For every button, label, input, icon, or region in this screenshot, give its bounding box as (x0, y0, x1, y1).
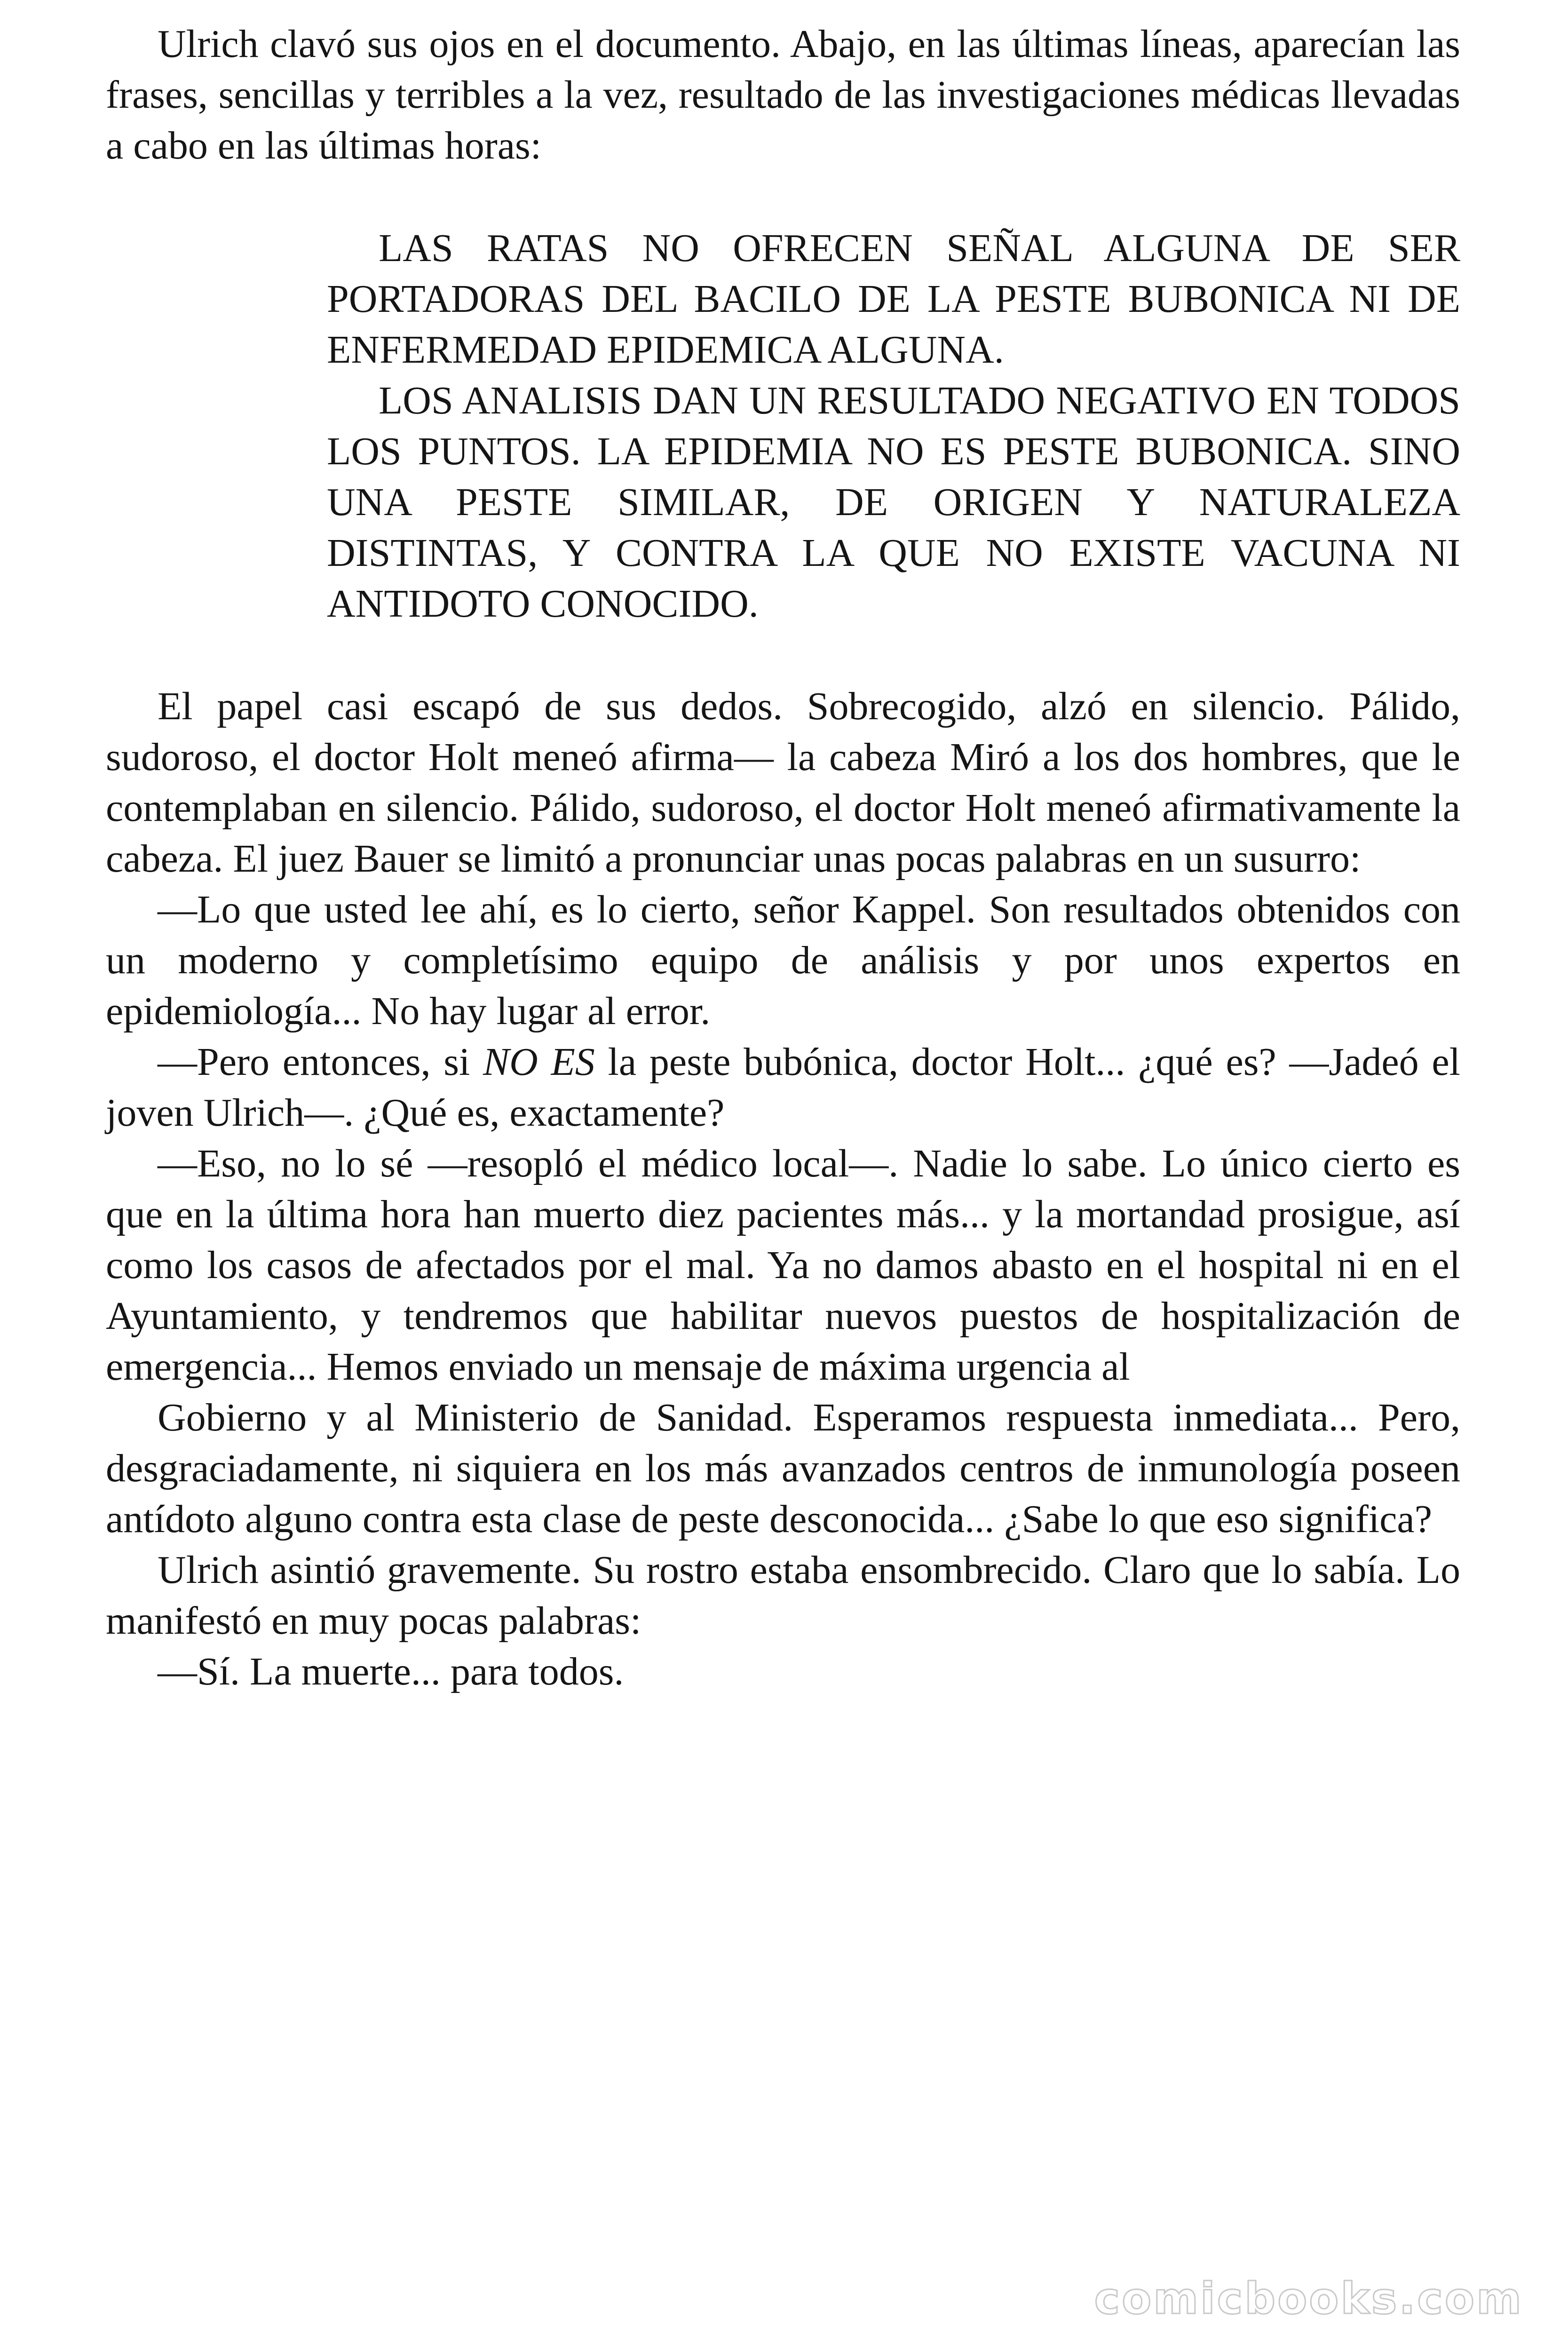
body-paragraph-2: —Lo que usted lee ahí, es lo cierto, señor Kappel. Son resultados obtenidos con un moderno y completísimo equipo de análisis y por unos expertos en epidemiología... No hay lugar al error. (106, 888, 1460, 1033)
page-content (106, 19, 1460, 1697)
body-paragraph-4: —Eso, no lo sé —resopló el médico local—. Nadie lo sabe. Lo único cierto es que en la última hora han muerto diez pacientes más... y la mortandad prosigue, así como los casos de afectados por el mal. Ya no damos abasto en el hospital ni en el Ayuntamiento, y tendremos que habilitar nuevos puestos de hospitalización de emergencia... Hemos enviado un mensaje de máxima urgencia al (106, 1142, 1460, 1389)
quote-paragraph-2: LOS ANALISIS DAN UN RESULTADO NEGATIVO EN TODOS LOS PUNTOS. LA EPIDEMIA NO ES PESTE BUBONICA. SINO UNA PESTE SIMILAR, DE ORIGEN Y NATURALEZA DISTINTAS, Y CONTRA LA QUE NO EXISTE VACUNA NI ANTIDOTO CONOCIDO. (327, 379, 1460, 626)
intro-block (106, 19, 1460, 171)
body-paragraph-3-end: la peste bubónica, doctor Holt... ¿qué es? —Jadeó el joven Ulrich—. ¿Qué es, exactamente? (106, 1040, 1461, 1135)
body-paragraph-6: Ulrich asintió gravemente. Su rostro estaba ensombrecido. Claro que lo sabía. Lo manifestó en muy pocas palabras: (106, 1548, 1460, 1643)
intro-paragraph: Ulrich clavó sus ojos en el documento. Abajo, en las últimas líneas, aparecían las frases, sencillas y terribles a la vez, resultado de las investigaciones médicas llevadas a cabo en las últimas horas: (106, 22, 1460, 167)
quoted-report (327, 223, 1460, 629)
watermark-logo: comicbooks.com (1094, 2273, 1523, 2324)
body-paragraph-3-start: —Pero entonces, si (158, 1040, 483, 1084)
body-paragraph-5: Gobierno y al Ministerio de Sanidad. Esperamos respuesta inmediata... Pero, desgraciadamente, ni siquiera en los más avanzados centros de inmunología poseen antídoto alguno contra esta clase de peste desconocida... ¿Sabe lo que eso significa? (106, 1396, 1460, 1541)
body-block (106, 681, 1460, 1697)
body-paragraph-3-italic: NO ES (483, 1040, 595, 1084)
body-paragraph-7: —Sí. La muerte... para todos. (158, 1650, 624, 1693)
quote-paragraph-1: LAS RATAS NO OFRECEN SEÑAL ALGUNA DE SER PORTADORAS DEL BACILO DE LA PESTE BUBONICA NI DE ENFERMEDAD EPIDEMICA ALGUNA. (327, 226, 1460, 372)
body-paragraph-1: El papel casi escapó de sus dedos. Sobrecogido, alzó en silencio. Pálido, sudoroso, el doctor Holt meneó afirma— la cabeza Miró a los dos hombres, que le contemplaban en silencio. Pálido, sudoroso, el doctor Holt meneó afirmativamente la cabeza. El juez Bauer se limitó a pronunciar unas pocas palabras en un susurro: (106, 684, 1460, 881)
body-paragraph-3 (106, 1037, 1460, 1138)
